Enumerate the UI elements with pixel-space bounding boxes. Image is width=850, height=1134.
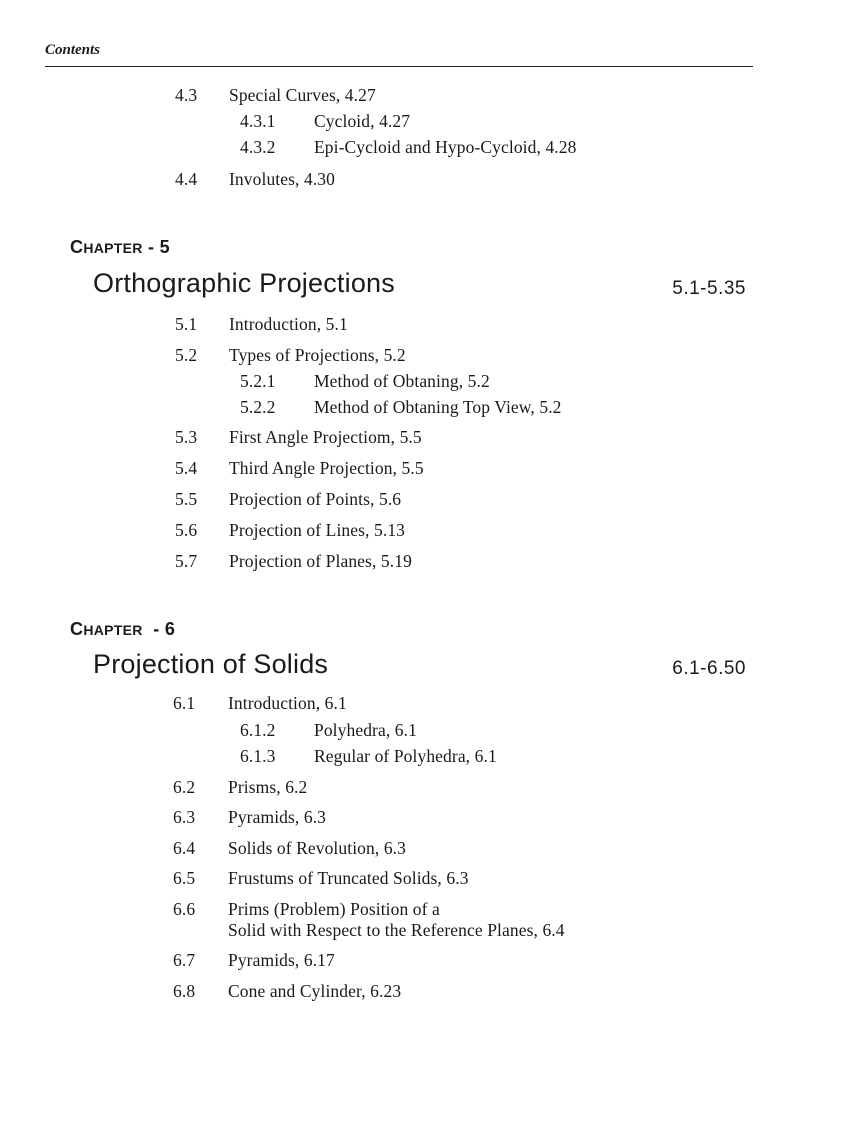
entry-title: Projection of Points, 5.6 [229,489,402,509]
entry-number: 5.2 [175,345,198,365]
entry-title: Involutes, 4.30 [229,169,336,189]
chapter-page-range: 6.1-6.50 [672,658,746,679]
subentry-title: Regular of Polyhedra, 6.1 [314,746,497,766]
chapter-label-cap: C [70,619,84,639]
entry-number: 6.1 [173,693,196,713]
entry-number: 6.3 [173,807,196,827]
entry-title: Frustums of Truncated Solids, 6.3 [228,868,469,888]
entry-number: 5.7 [175,551,198,571]
subentry-number: 5.2.1 [240,371,276,391]
chapter-label-small: HAPTER [83,240,143,256]
chapter-number: - 6 [153,619,176,639]
entry-title: Special Curves, 4.27 [229,85,376,105]
entry-title: Pyramids, 6.3 [228,807,327,827]
header-rule [45,66,753,67]
entry-title: Prims (Problem) Position of a [228,899,440,919]
entry-number: 4.3 [175,85,198,105]
chapter-title: Projection of Solids [93,649,329,679]
entry-title: Introduction, 5.1 [229,314,348,334]
entry-number: 6.7 [173,950,196,970]
entry-title: Third Angle Projection, 5.5 [229,458,424,478]
entry-title: Cone and Cylinder, 6.23 [228,981,402,1001]
entry-number: 5.6 [175,520,198,540]
entry-number: 5.3 [175,427,198,447]
entry-number: 6.4 [173,838,196,858]
subentry-number: 5.2.2 [240,397,276,417]
entry-number: 6.2 [173,777,196,797]
chapter-label [70,237,170,258]
entry-title: First Angle Projectiom, 5.5 [229,427,422,447]
subentry-number: 4.3.2 [240,137,276,157]
entry-title: Prisms, 6.2 [228,777,308,797]
entry-title: Projection of Lines, 5.13 [229,520,406,540]
entry-title-continued: Solid with Respect to the Reference Planes, 6.4 [228,920,565,940]
entry-number: 6.5 [173,868,196,888]
chapter-label [70,619,175,640]
entry-title: Solids of Revolution, 6.3 [228,838,406,858]
subentry-number: 6.1.3 [240,746,276,766]
entry-title: Pyramids, 6.17 [228,950,335,970]
running-head: Contents [45,42,101,58]
subentry-title: Method of Obtaning, 5.2 [314,371,490,391]
chapter-title: Orthographic Projections [93,268,395,298]
subentry-number: 6.1.2 [240,720,276,740]
entry-number: 5.5 [175,489,198,509]
chapter-label-cap: C [70,237,84,257]
entry-title: Types of Projections, 5.2 [229,345,406,365]
entry-number: 6.8 [173,981,196,1001]
entry-number: 6.6 [173,899,196,919]
entry-title: Projection of Planes, 5.19 [229,551,412,571]
entry-title: Introduction, 6.1 [228,693,347,713]
chapter-label-small: HAPTER [83,622,143,638]
subentry-title: Epi-Cycloid and Hypo-Cycloid, 4.28 [314,137,577,157]
subentry-title: Method of Obtaning Top View, 5.2 [314,397,562,417]
subentry-title: Cycloid, 4.27 [314,111,411,131]
subentry-title: Polyhedra, 6.1 [314,720,417,740]
entry-number: 4.4 [175,169,198,189]
entry-number: 5.4 [175,458,198,478]
chapter-page-range: 5.1-5.35 [672,278,746,299]
chapter-number: - 5 [147,237,170,257]
entry-number: 5.1 [175,314,198,334]
subentry-number: 4.3.1 [240,111,276,131]
